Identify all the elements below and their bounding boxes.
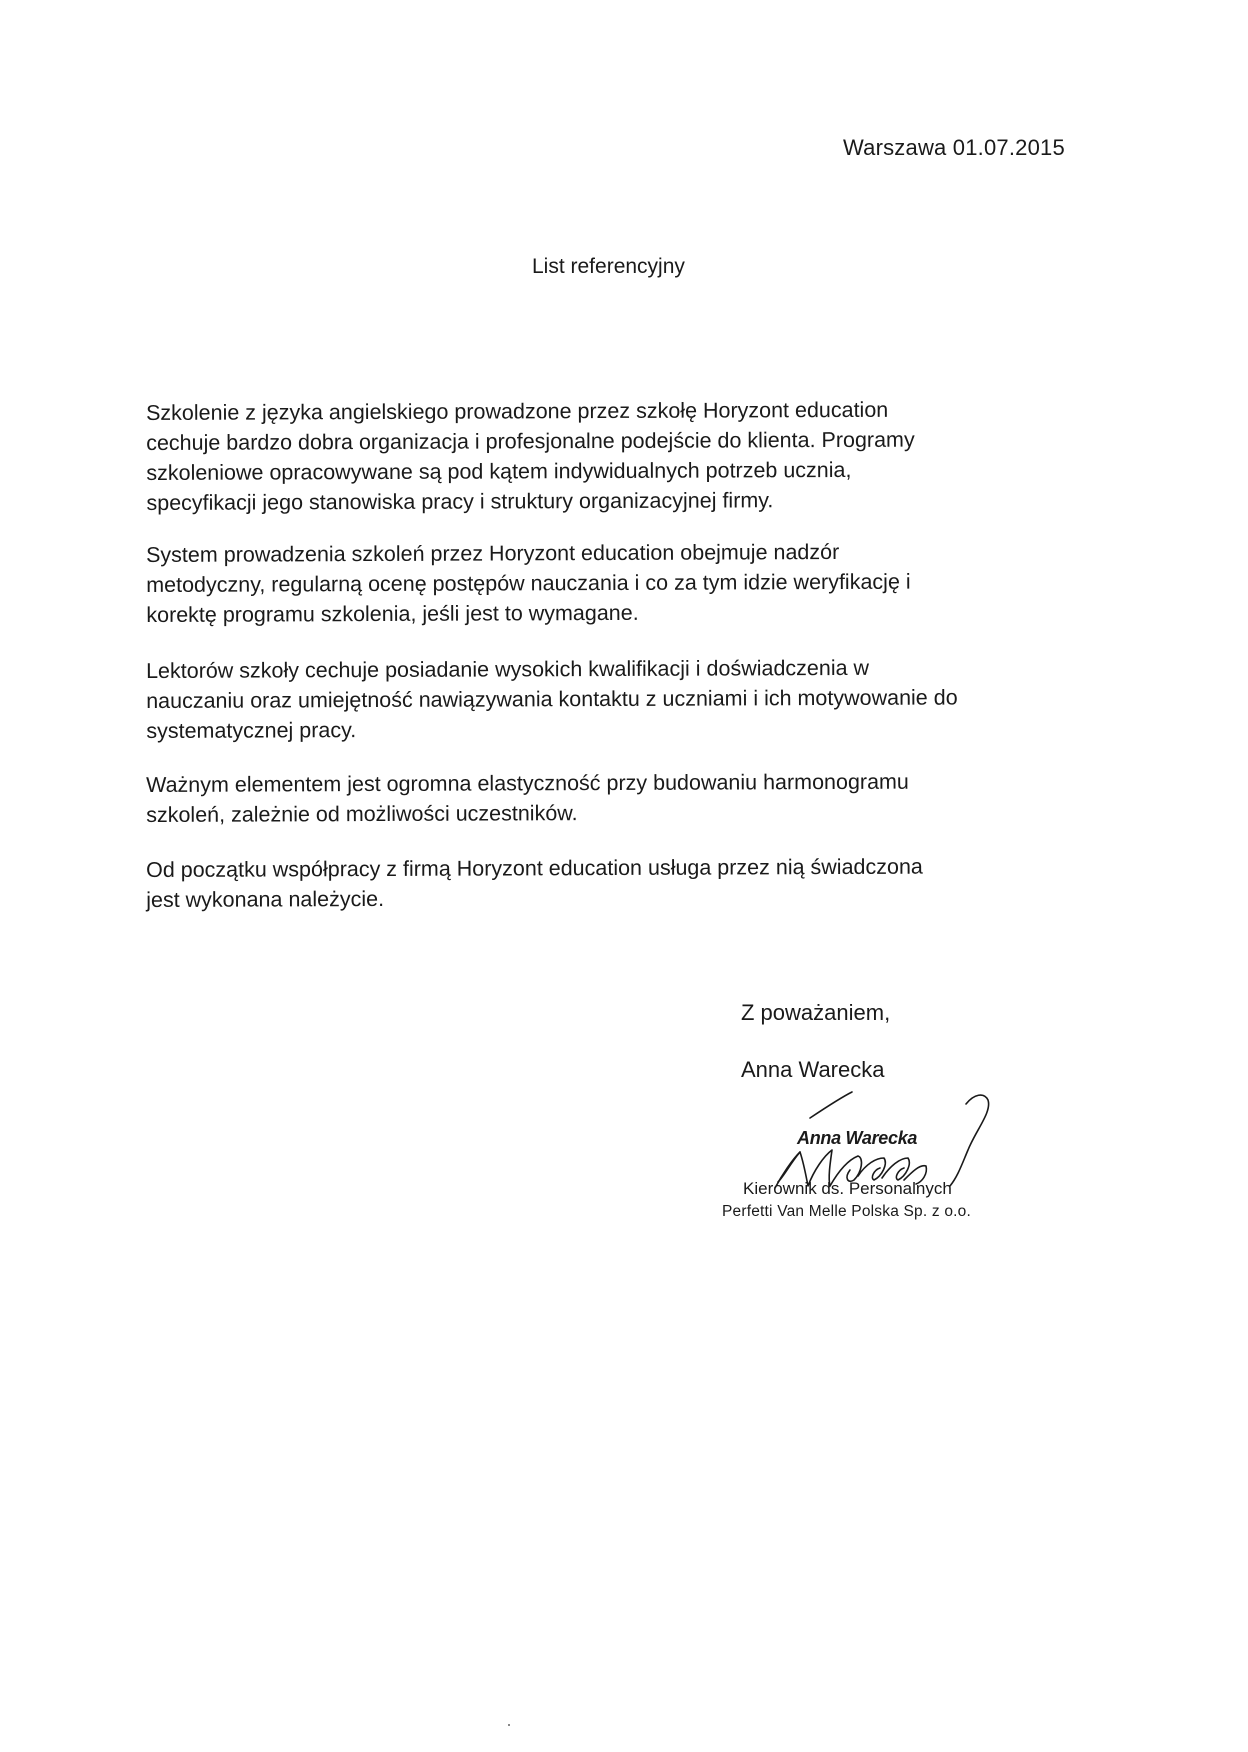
paragraph-line: System prowadzenia szkoleń przez Horyzont education obejmuje nadzór (146, 539, 840, 567)
paragraph-line: korektę programu szkolenia, jeśli jest to wymagane. (146, 600, 639, 627)
paragraph-line: systematycznej pracy. (146, 718, 357, 743)
paragraph-line: Lektorów szkoły cechuje posiadanie wysokich kwalifikacji i doświadczenia w (146, 655, 870, 683)
letter-date: Warszawa 01.07.2015 (843, 135, 1065, 160)
closing-salutation: Z poważaniem, (741, 1000, 891, 1025)
body-paragraph-4 (146, 766, 1106, 830)
paragraph-line: jest wykonana należycie. (146, 886, 385, 912)
paragraph-line: Ważnym elementem jest ogromna elastyczność przy budowaniu harmonogramu (146, 769, 909, 797)
letter-title: List referencyjny (532, 255, 685, 278)
paragraph-line: nauczaniu oraz umiejętność nawiązywania kontaktu z uczniami i ich motywowanie do (146, 685, 958, 713)
handwritten-signature (770, 1090, 1010, 1210)
signer-name: Anna Warecka (741, 1057, 885, 1082)
paragraph-line: szkoleń, zależnie od możliwości uczestników. (146, 801, 578, 827)
paragraph-line: Od początku współpracy z firmą Horyzont education usługa przez nią świadczona (146, 854, 923, 882)
body-paragraph-2 (146, 536, 1106, 630)
paragraph-line: specyfikacji jego stanowiska pracy i struktury organizacyjnej firmy. (146, 488, 774, 515)
body-paragraph-5 (146, 851, 1106, 915)
body-paragraph-1 (146, 394, 1107, 518)
paragraph-line: szkoleniowe opracowywane są pod kątem indywidualnych potrzeb ucznia, (146, 457, 852, 485)
stamp-name: Anna Warecka (797, 1128, 918, 1148)
paragraph-line: metodyczny, regularną ocenę postępów nauczania i co za tym idzie weryfikację i (146, 569, 911, 597)
paragraph-line: cechuje bardzo dobra organizacja i profesjonalne podejście do klienta. Programy (146, 427, 915, 455)
scan-speck (508, 1724, 510, 1726)
body-paragraph-3 (146, 652, 1106, 746)
stamp-company: Perfetti Van Melle Polska Sp. z o.o. (722, 1203, 972, 1220)
stamp-role: Kierownik ds. Personalnych (743, 1179, 952, 1198)
paragraph-line: Szkolenie z języka angielskiego prowadzone przez szkołę Horyzont education (146, 397, 889, 425)
